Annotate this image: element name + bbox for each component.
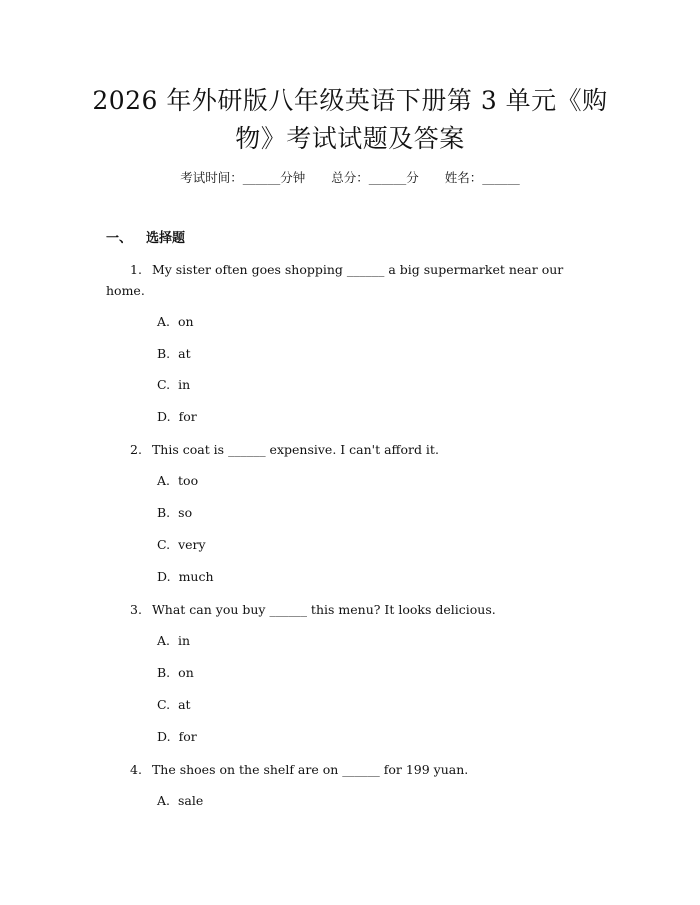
- option-text: much: [178, 569, 214, 584]
- option-text: on: [178, 314, 194, 329]
- question-number: 4.: [130, 762, 142, 777]
- section-number: 一、: [106, 231, 133, 246]
- option-letter: C.: [157, 697, 171, 712]
- option-2c: [157, 535, 206, 555]
- title-line-1: 2026 年外研版八年级英语下册第 3 单元《购: [92, 86, 608, 115]
- question-number: 3.: [130, 602, 142, 617]
- student-name: 姓名：______: [444, 170, 520, 185]
- option-text: in: [178, 633, 191, 648]
- option-text: for: [178, 409, 197, 424]
- option-1c: [157, 375, 190, 395]
- option-1b: [157, 344, 191, 364]
- exam-time: 考试时间：______分钟: [180, 170, 306, 185]
- question-2: [106, 439, 592, 460]
- option-2b: [157, 503, 192, 523]
- question-1: [106, 259, 592, 301]
- option-text: in: [178, 377, 191, 392]
- option-letter: A.: [157, 633, 171, 648]
- option-text: at: [178, 697, 191, 712]
- question-text: This coat is ______ expensive. I can't afford it.: [151, 442, 439, 457]
- option-text: very: [178, 537, 206, 552]
- option-text: so: [178, 505, 193, 520]
- option-letter: C.: [157, 537, 171, 552]
- option-letter: A.: [157, 314, 171, 329]
- question-number: 2.: [130, 442, 142, 457]
- question-4: [106, 759, 592, 780]
- option-letter: D.: [157, 729, 171, 744]
- option-letter: B.: [157, 505, 171, 520]
- option-letter: C.: [157, 377, 171, 392]
- question-number: 1.: [130, 262, 142, 277]
- option-2a: [157, 471, 198, 491]
- option-letter: D.: [157, 569, 171, 584]
- option-1d: [157, 407, 197, 427]
- option-text: on: [178, 665, 194, 680]
- question-text: The shoes on the shelf are on ______ for 199 yuan.: [151, 762, 469, 777]
- question-3: [106, 599, 592, 620]
- option-3c: [157, 695, 191, 715]
- page-title: [90, 82, 610, 158]
- option-2d: [157, 567, 214, 587]
- title-line-2: 物》考试试题及答案: [235, 124, 465, 153]
- section-label: 选择题: [146, 231, 186, 246]
- option-4a: [157, 791, 203, 811]
- option-text: at: [178, 346, 191, 361]
- option-text: for: [178, 729, 197, 744]
- option-letter: A.: [157, 473, 171, 488]
- section-heading: [106, 229, 185, 249]
- question-text: My sister often goes shopping ______ a big supermarket near our home.: [106, 262, 564, 298]
- option-3d: [157, 727, 197, 747]
- option-text: too: [178, 473, 199, 488]
- option-letter: A.: [157, 793, 171, 808]
- option-3b: [157, 663, 194, 683]
- option-letter: B.: [157, 665, 171, 680]
- option-text: sale: [178, 793, 204, 808]
- question-text: What can you buy ______ this menu? It looks delicious.: [151, 602, 496, 617]
- option-letter: D.: [157, 409, 171, 424]
- total-score: 总分：______分: [331, 170, 419, 185]
- option-1a: [157, 312, 194, 332]
- option-letter: B.: [157, 346, 171, 361]
- exam-info: [0, 168, 700, 188]
- option-3a: [157, 631, 190, 651]
